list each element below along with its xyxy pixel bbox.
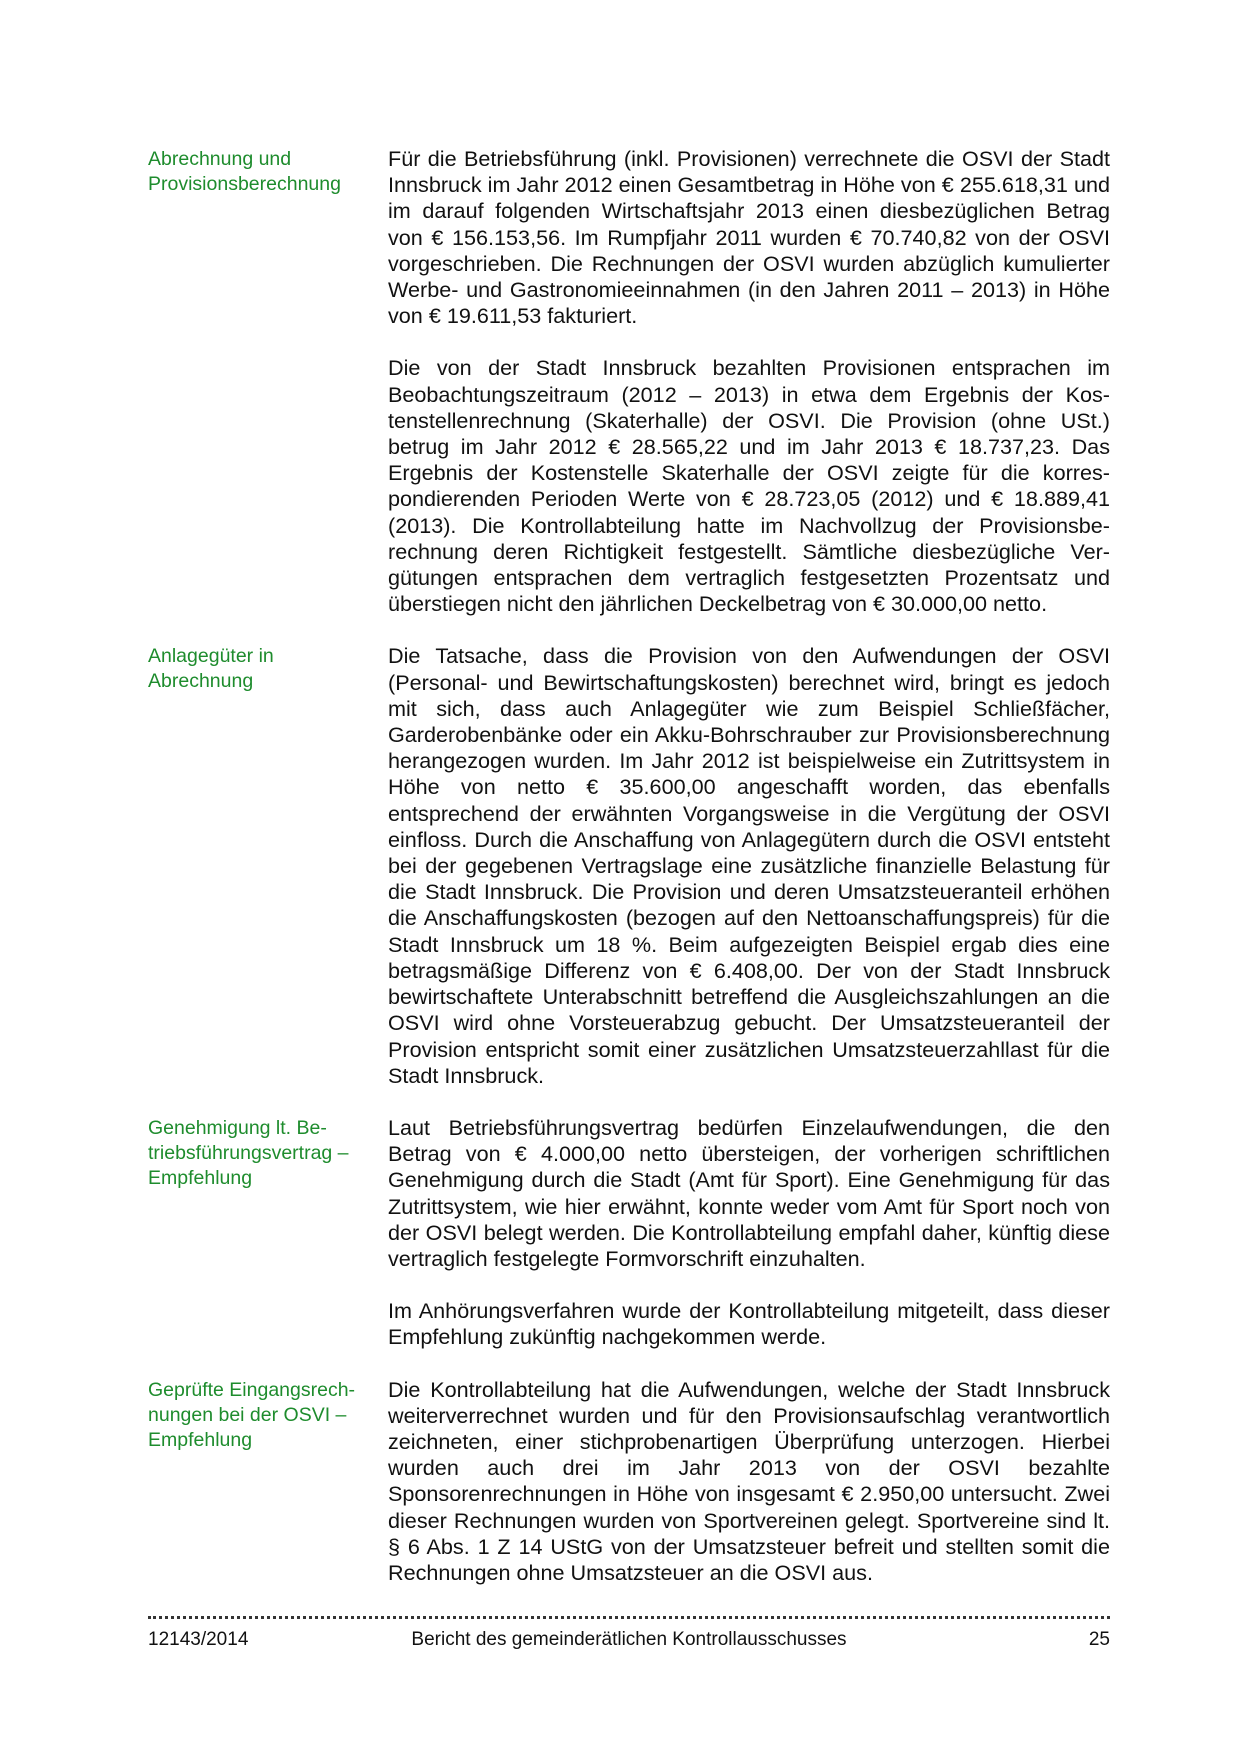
margin-heading [148,1115,388,1191]
section-eingangsrechnungen [148,1377,1110,1587]
paragraph: Die Kontrollabteilung hat die Aufwendungen, welche der Stadt Innsbruck weiterverrechnet wurden und für den Provisionsaufschlag verantwortlich zeichneten, einer stichprobenartigen Überprüfung unterzogen. Hierbei wurden auch drei im Jahr 2013 von der OSVI bezahlte Sponsorenrechnungen in Höhe von insgesamt € 2.950,00 untersucht. Zwei dieser Rechnungen wurden von Sportvereinen gelegt. Sportvereine sind lt. § 6 Abs. 1 Z 14 UStG von der Umsatzsteuer befreit und stellten somit die Rechnungen ohne Umsatzsteuer an die OSVI aus. [388,1376,1110,1585]
footer-divider [148,1616,1110,1619]
footer-doc-number: 12143/2014 [148,1629,249,1650]
document-page [148,146,1110,1586]
margin-heading-line: Provisionsberechnung [148,173,341,195]
section-genehmigung [148,1115,1110,1351]
margin-heading-line: nungen bei der OSVI – [148,1403,347,1426]
page-footer [148,1628,1110,1652]
margin-heading [148,1377,388,1453]
section-body [388,1377,1110,1587]
paragraph: Im Anhörungsverfahren wurde der Kontrollabteilung mitgeteilt, dass dieser Empfehlung zukünftig nachgekommen werde. [388,1298,1110,1350]
margin-heading-line: Empfehlung [148,1166,253,1189]
margin-heading-line: Abrechnung [148,670,254,693]
margin-heading-line: Abrechnung und [148,148,292,170]
margin-heading-line: Anlagegüter in [148,645,274,668]
margin-heading [148,146,388,197]
footer-title: Bericht des gemeinderätlichen Kontrollausschusses [411,1629,847,1650]
paragraph: Laut Betriebsführungsvertrag bedürfen Einzelaufwendungen, die den Betrag von € 4.000,00 netto übersteigen, der vorherigen schriftlichen Genehmigung durch die Stadt (Amt für Sport). Eine Genehmigung für das Zutrittsystem, wie hier erwähnt, konnte weder vom Amt für Sport noch von der OSVI belegt werden. Die Kontrollabteilung empfahl daher, künftig diese vertraglich festgelegte Formvorschrift einzuhalten. [388,1114,1110,1271]
section-anlagegueter [148,643,1110,1088]
margin-heading [148,643,388,694]
section-body [388,1115,1110,1351]
section-body [388,146,1110,617]
margin-heading-line: Genehmigung lt. Be- [148,1116,327,1139]
margin-heading-line: Geprüfte Eingangsrech- [148,1378,356,1401]
paragraph: Die von der Stadt Innsbruck bezahlten Provisionen entsprachen im Beobachtungszeitraum (2012 – 2013) in etwa dem Ergebnis der Kostenstellenrechnung (Skaterhalle) der OSVI. Die Provision (ohne USt.) betrug im Jahr 2012 € 28.565,22 und im Jahr 2013 € 18.737,23. Das Ergebnis der Kostenstelle Skaterhalle der OSVI zeigte für die korrespondierenden Perioden Werte von € 28.723,05 (2012) und € 18.889,41 (2013). Die Kontrollabteilung hatte im Nachvollzug der Provisionsberechnung deren Richtigkeit festgestellt. Sämtliche diesbezügliche Vergütungen entsprachen dem vertraglich festgesetzten Prozentsatz und überstiegen nicht den jährlichen Deckelbetrag von € 30.000,00 netto. [388,355,1110,617]
footer-page-number: 25 [1088,1629,1110,1650]
section-body [388,643,1110,1088]
paragraph: Die Tatsache, dass die Provision von den Aufwendungen der OSVI (Personal- und Bewirtschaftungskosten) berechnet wird, bringt es jedoch mit sich, dass auch Anlagegüter wie zum Beispiel Schließfächer, Garderobenbänke oder ein Akku-Bohrschrauber zur Provisionsberechnung herangezogen wurden. Im Jahr 2012 ist beispielweise ein Zutrittsystem in Höhe von netto € 35.600,00 angeschafft worden, das ebenfalls entsprechend der erwähnten Vorgangsweise in die Vergütung der OSVI einfloss. Durch die Anschaffung von Anlagegütern durch die OSVI entsteht bei der gegebenen Vertragslage eine zusätzliche finanzielle Belastung für die Stadt Innsbruck. Die Provision und deren Umsatzsteueranteil erhöhen die Anschaffungskosten (bezogen auf den Nettoanschaffungspreis) für die Stadt Innsbruck um 18 %. Beim aufgezeigten Beispiel ergab dies eine betragsmäßige Differenz von € 6.408,00. Der von der Stadt Innsbruck bewirtschaftete Unterabschnitt betreffend die Ausgleichszahlungen an die OSVI wird ohne Vorsteuerabzug gebucht. Der Umsatzsteueranteil der Provision entspricht somit einer zusätzlichen Umsatzsteuerzahllast für die Stadt Innsbruck. [388,643,1110,1088]
paragraph: Für die Betriebsführung (inkl. Provisionen) verrechnete die OSVI der Stadt Innsbruck im Jahr 2012 einen Gesamtbetrag in Höhe von € 255.618,31 und im darauf folgenden Wirtschaftsjahr 2013 einen diesbezüglichen Betrag von € 156.153,56. Im Rumpfjahr 2011 wurden € 70.740,82 von der OSVI vorgeschrieben. Die Rechnungen der OSVI wurden abzüglich kumulierter Werbe- und Gastronomieeinnahmen (in den Jahren 2011 – 2013) in Höhe von € 19.611,53 fakturiert. [388,146,1110,329]
section-abrechnung [148,146,1110,617]
margin-heading-line: triebsführungsvertrag – [148,1141,349,1164]
margin-heading-line: Empfehlung [148,1428,253,1451]
